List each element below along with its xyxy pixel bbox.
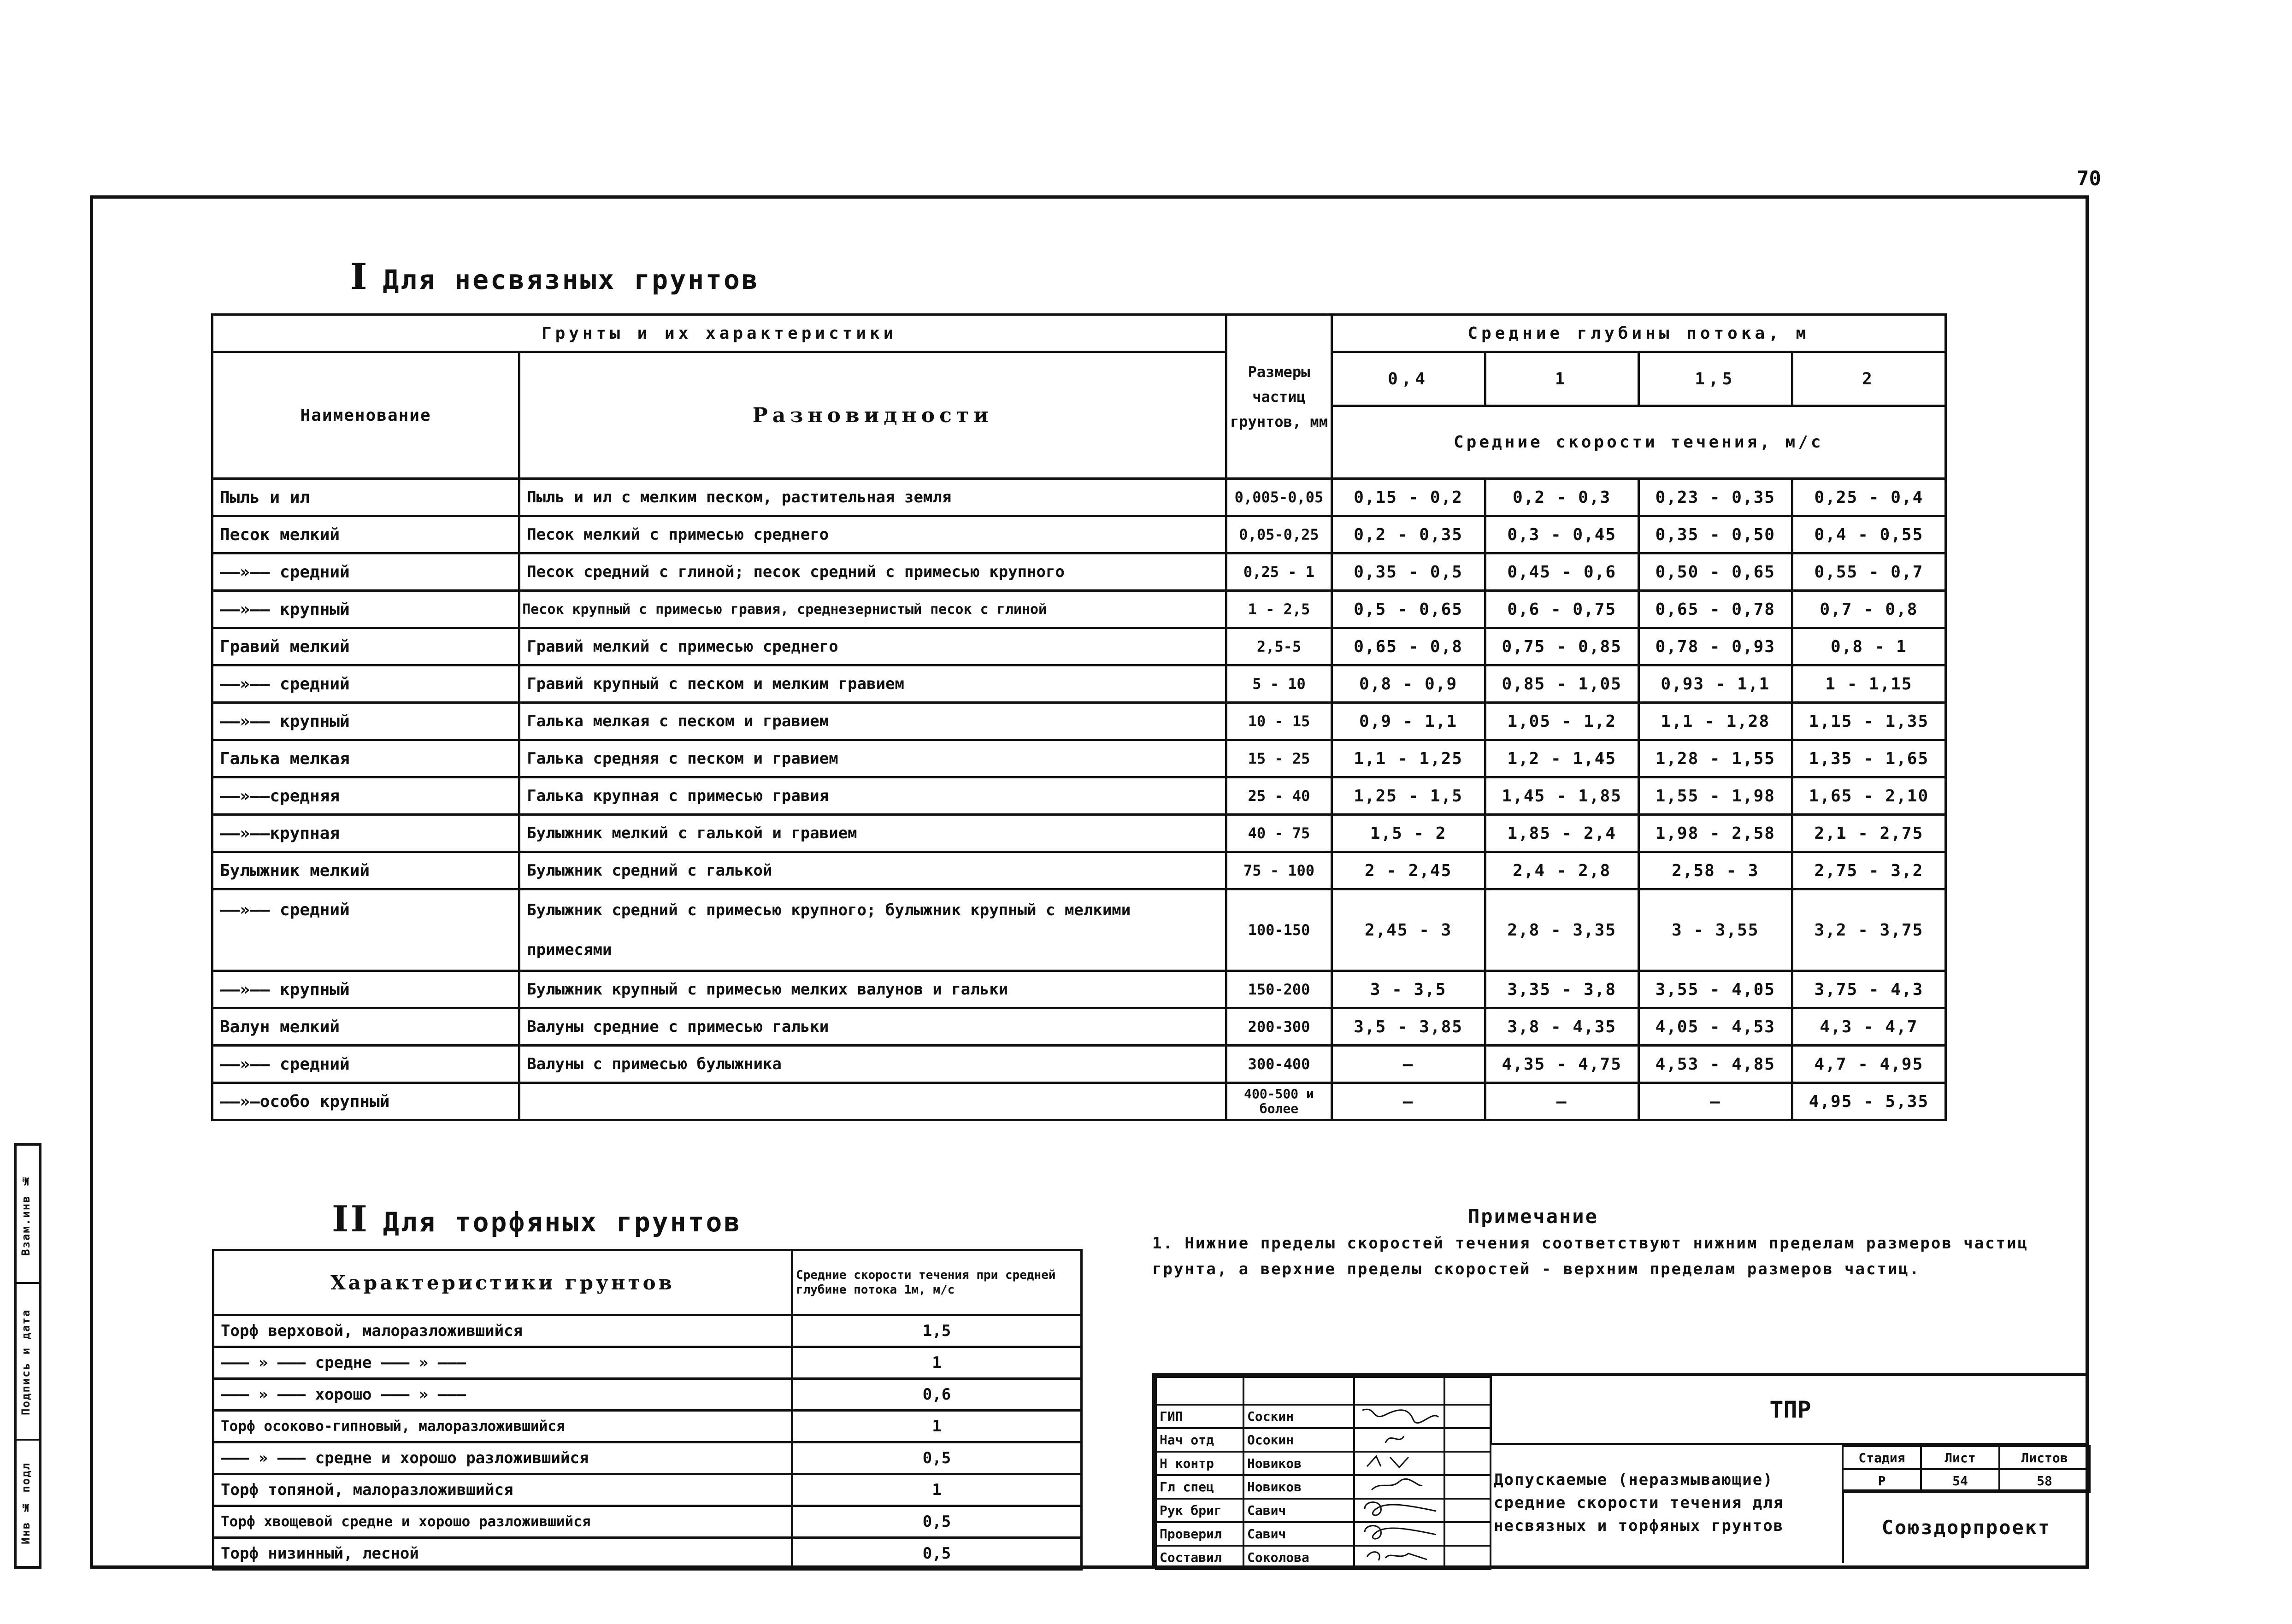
table-row bbox=[212, 889, 1946, 971]
row-name: ——»—— крупный bbox=[212, 591, 519, 628]
peat-row-velocity: 1 bbox=[792, 1347, 1082, 1379]
table-row bbox=[212, 516, 1946, 553]
row-name: Валун мелкий bbox=[212, 1008, 519, 1046]
row-v3: 0,50 - 0,65 bbox=[1638, 553, 1792, 591]
signature-scribble bbox=[1358, 1406, 1441, 1424]
row-name: Булыжник мелкий bbox=[212, 852, 519, 889]
signature-row bbox=[1156, 1428, 1491, 1452]
peat-header-velocity: Средние скорости течения при средней глубине потока 1м, м/с bbox=[792, 1250, 1082, 1315]
table-row bbox=[212, 665, 1946, 703]
sheet-label: Лист bbox=[1921, 1446, 1999, 1469]
blank-cell bbox=[1444, 1452, 1491, 1475]
row-variant: Валуны средние с примесью гальки bbox=[519, 1008, 1226, 1046]
row-v2: 1,85 - 2,4 bbox=[1485, 815, 1638, 852]
table-row bbox=[213, 1379, 1082, 1411]
row-variant: Пыль и ил с мелким песком, растительная земля bbox=[519, 479, 1226, 516]
peat-row-velocity: 1,5 bbox=[792, 1315, 1082, 1347]
row-name: ——»—— средний bbox=[212, 1046, 519, 1083]
row-variant: Булыжник средний с галькой bbox=[519, 852, 1226, 889]
sheets-label: Листов bbox=[1999, 1446, 2090, 1469]
row-v3: 4,53 - 4,85 bbox=[1638, 1046, 1792, 1083]
row-size: 0,05-0,25 bbox=[1226, 516, 1332, 553]
row-size: 100-150 bbox=[1226, 889, 1332, 971]
header-depth-4: 2 bbox=[1792, 352, 1945, 406]
signature-cell bbox=[1354, 1475, 1444, 1499]
row-v1: — bbox=[1332, 1046, 1485, 1083]
row-v2: 4,35 - 4,75 bbox=[1485, 1046, 1638, 1083]
row-v4: 4,95 - 5,35 bbox=[1792, 1083, 1945, 1120]
row-v1: 2,45 - 3 bbox=[1332, 889, 1485, 971]
row-size: 400-500 и более bbox=[1226, 1083, 1332, 1120]
row-v1: 0,15 - 0,2 bbox=[1332, 479, 1485, 516]
row-v1: 1,5 - 2 bbox=[1332, 815, 1485, 852]
peat-row-name: ——— » ——— хорошо ——— » ——— bbox=[213, 1379, 792, 1411]
signature-cell bbox=[1354, 1522, 1444, 1546]
signature-row bbox=[1156, 1522, 1491, 1546]
row-v2: 0,6 - 0,75 bbox=[1485, 591, 1638, 628]
row-v1: 0,8 - 0,9 bbox=[1332, 665, 1485, 703]
row-v1: 1,25 - 1,5 bbox=[1332, 777, 1485, 815]
row-variant: Песок мелкий с примесью среднего bbox=[519, 516, 1226, 553]
signature-scribble bbox=[1358, 1547, 1441, 1565]
header-depth-2: 1 bbox=[1485, 352, 1638, 406]
blank-cell bbox=[1444, 1475, 1491, 1499]
table-row bbox=[213, 1315, 1082, 1347]
table-row bbox=[212, 628, 1946, 665]
row-v4: 1,15 - 1,35 bbox=[1792, 703, 1945, 740]
sheets-value: 58 bbox=[1999, 1469, 2090, 1492]
signature-row bbox=[1156, 1546, 1491, 1569]
header-variants: Разновидности bbox=[519, 352, 1226, 479]
row-v4: 0,7 - 0,8 bbox=[1792, 591, 1945, 628]
signer-role: Н контр bbox=[1156, 1452, 1243, 1475]
row-name: Песок мелкий bbox=[212, 516, 519, 553]
signature-scribble bbox=[1358, 1429, 1441, 1447]
header-depths: Средние глубины потока, м bbox=[1332, 315, 1945, 352]
row-name: ——»——средняя bbox=[212, 777, 519, 815]
row-name: Пыль и ил bbox=[212, 479, 519, 516]
row-variant: Галька мелкая с песком и гравием bbox=[519, 703, 1226, 740]
peat-row-velocity: 0,5 bbox=[792, 1442, 1082, 1474]
table-row bbox=[212, 553, 1946, 591]
row-size: 1 - 2,5 bbox=[1226, 591, 1332, 628]
signer-name: Осокин bbox=[1243, 1428, 1354, 1452]
row-variant: Булыжник крупный с примесью мелких валунов и гальки bbox=[519, 971, 1226, 1008]
row-size: 0,005-0,05 bbox=[1226, 479, 1332, 516]
table-row bbox=[213, 1411, 1082, 1442]
row-v2: 2,4 - 2,8 bbox=[1485, 852, 1638, 889]
row-v3: 0,23 - 0,35 bbox=[1638, 479, 1792, 516]
signature-scribble bbox=[1358, 1500, 1441, 1518]
peat-soils-table bbox=[212, 1249, 1083, 1571]
table-row bbox=[212, 971, 1946, 1008]
row-v1: — bbox=[1332, 1083, 1485, 1120]
row-v3: 0,93 - 1,1 bbox=[1638, 665, 1792, 703]
row-variant: Гравий крупный с песком и мелким гравием bbox=[519, 665, 1226, 703]
row-size: 15 - 25 bbox=[1226, 740, 1332, 777]
row-v4: 1,65 - 2,10 bbox=[1792, 777, 1945, 815]
noncohesive-soils-table bbox=[211, 313, 1947, 1121]
row-v4: 4,7 - 4,95 bbox=[1792, 1046, 1945, 1083]
peat-row-velocity: 0,6 bbox=[792, 1379, 1082, 1411]
row-name: Галька мелкая bbox=[212, 740, 519, 777]
section2-roman: II bbox=[332, 1198, 369, 1240]
signatures-table bbox=[1155, 1376, 1491, 1570]
sheet-info-table bbox=[1842, 1445, 2091, 1493]
row-v4: 1,35 - 1,65 bbox=[1792, 740, 1945, 777]
table-row bbox=[212, 815, 1946, 852]
signer-name: Савич bbox=[1243, 1499, 1354, 1522]
row-name: ——»—— средний bbox=[212, 889, 519, 971]
row-v2: 1,05 - 1,2 bbox=[1485, 703, 1638, 740]
strip-label-inv: Инв № подл bbox=[19, 1462, 32, 1545]
row-size: 200-300 bbox=[1226, 1008, 1332, 1046]
page-number: 70 bbox=[2077, 167, 2101, 190]
peat-row-name: ——— » ——— средне ——— » ——— bbox=[213, 1347, 792, 1379]
row-v2: 0,85 - 1,05 bbox=[1485, 665, 1638, 703]
signature-cell bbox=[1354, 1546, 1444, 1569]
row-v1: 0,65 - 0,8 bbox=[1332, 628, 1485, 665]
drawing-description: Допускаемые (неразмывающие) средние скорости течения для несвязных и торфяных грунтов bbox=[1494, 1471, 1784, 1535]
organization-name: Союздорпроект bbox=[1842, 1489, 2089, 1563]
row-size: 2,5-5 bbox=[1226, 628, 1332, 665]
signer-role: Гл спец bbox=[1156, 1475, 1243, 1499]
row-name: ——»—— крупный bbox=[212, 971, 519, 1008]
row-v3: — bbox=[1638, 1083, 1792, 1120]
row-v2: 3,35 - 3,8 bbox=[1485, 971, 1638, 1008]
stage-value: Р bbox=[1843, 1469, 1921, 1492]
row-v2: 0,3 - 0,45 bbox=[1485, 516, 1638, 553]
row-v3: 1,1 - 1,28 bbox=[1638, 703, 1792, 740]
header-name: Наименование bbox=[212, 352, 519, 479]
row-v3: 3 - 3,55 bbox=[1638, 889, 1792, 971]
table-row bbox=[213, 1474, 1082, 1506]
row-v2: 3,8 - 4,35 bbox=[1485, 1008, 1638, 1046]
row-v4: 0,55 - 0,7 bbox=[1792, 553, 1945, 591]
blank-cell bbox=[1444, 1522, 1491, 1546]
row-v3: 1,98 - 2,58 bbox=[1638, 815, 1792, 852]
row-v2: 1,2 - 1,45 bbox=[1485, 740, 1638, 777]
header-velocities: Средние скорости течения, м/с bbox=[1332, 406, 1945, 479]
strip-cell-inv bbox=[17, 1441, 39, 1566]
row-v4: 3,75 - 4,3 bbox=[1792, 971, 1945, 1008]
signer-role: Рук бриг bbox=[1156, 1499, 1243, 1522]
title-block bbox=[1152, 1373, 2089, 1569]
row-v4: 0,8 - 1 bbox=[1792, 628, 1945, 665]
row-v4: 4,3 - 4,7 bbox=[1792, 1008, 1945, 1046]
row-name: ——»—— средний bbox=[212, 665, 519, 703]
row-v1: 0,2 - 0,35 bbox=[1332, 516, 1485, 553]
header-depth-1: 0,4 bbox=[1332, 352, 1485, 406]
signature-cell bbox=[1354, 1405, 1444, 1428]
peat-row-velocity: 1 bbox=[792, 1474, 1082, 1506]
row-size: 5 - 10 bbox=[1226, 665, 1332, 703]
signature-row bbox=[1156, 1405, 1491, 1428]
row-v4: 0,25 - 0,4 bbox=[1792, 479, 1945, 516]
row-name: ——»—— средний bbox=[212, 553, 519, 591]
signer-name: Новиков bbox=[1243, 1475, 1354, 1499]
row-v3: 0,35 - 0,50 bbox=[1638, 516, 1792, 553]
peat-header-chars: Характеристики грунтов bbox=[213, 1250, 792, 1315]
row-name: ——»—особо крупный bbox=[212, 1083, 519, 1120]
signer-name: Новиков bbox=[1243, 1452, 1354, 1475]
section2-title: Для торфяных грунтов bbox=[383, 1206, 742, 1238]
row-size: 300-400 bbox=[1226, 1046, 1332, 1083]
row-v1: 0,9 - 1,1 bbox=[1332, 703, 1485, 740]
blank-cell bbox=[1444, 1428, 1491, 1452]
signature-scribble bbox=[1358, 1476, 1441, 1495]
blank-cell bbox=[1444, 1377, 1491, 1405]
row-size: 0,25 - 1 bbox=[1226, 553, 1332, 591]
row-v1: 3,5 - 3,85 bbox=[1332, 1008, 1485, 1046]
signature-scribble bbox=[1358, 1453, 1441, 1471]
table-row bbox=[212, 703, 1946, 740]
table-row bbox=[212, 1083, 1946, 1120]
peat-row-velocity: 0,5 bbox=[792, 1506, 1082, 1538]
note-title: Примечание bbox=[1468, 1205, 1598, 1228]
table-row bbox=[212, 1008, 1946, 1046]
note-text: 1. Нижние пределы скоростей течения соответствуют нижним пределам размеров частиц грунта, а верхние пределы скоростей - верхним пределам размеров частиц. bbox=[1152, 1234, 2029, 1278]
row-v3: 1,28 - 1,55 bbox=[1638, 740, 1792, 777]
header-soils-chars: Грунты и их характеристики bbox=[212, 315, 1226, 352]
blank-cell bbox=[1444, 1405, 1491, 1428]
row-v2: — bbox=[1485, 1083, 1638, 1120]
peat-row-name: Торф хвощевой средне и хорошо разложившийся bbox=[213, 1506, 792, 1538]
row-name: ——»——крупная bbox=[212, 815, 519, 852]
row-variant: Валуны с примесью булыжника bbox=[519, 1046, 1226, 1083]
row-size: 40 - 75 bbox=[1226, 815, 1332, 852]
project-code: ТПР bbox=[1490, 1376, 2089, 1445]
table-row bbox=[212, 740, 1946, 777]
peat-row-velocity: 0,5 bbox=[792, 1538, 1082, 1570]
signer-role: ГИП bbox=[1156, 1405, 1243, 1428]
table-row bbox=[213, 1347, 1082, 1379]
row-v2: 0,45 - 0,6 bbox=[1485, 553, 1638, 591]
row-v3: 0,65 - 0,78 bbox=[1638, 591, 1792, 628]
table-row bbox=[213, 1538, 1082, 1570]
stage-label: Стадия bbox=[1843, 1446, 1921, 1469]
row-v3: 3,55 - 4,05 bbox=[1638, 971, 1792, 1008]
signer-role: Составил bbox=[1156, 1546, 1243, 1569]
strip-label-podpis: Подпись и дата bbox=[19, 1309, 32, 1416]
row-variant: Гравий мелкий с примесью среднего bbox=[519, 628, 1226, 665]
row-size: 10 - 15 bbox=[1226, 703, 1332, 740]
row-v4: 2,75 - 3,2 bbox=[1792, 852, 1945, 889]
row-variant: Булыжник средний с примесью крупного; булыжник крупный с мелкими примесями bbox=[519, 889, 1226, 971]
row-v3: 4,05 - 4,53 bbox=[1638, 1008, 1792, 1046]
header-depth-3: 1,5 bbox=[1638, 352, 1792, 406]
section2-heading bbox=[332, 1198, 742, 1240]
row-variant: Булыжник мелкий с галькой и гравием bbox=[519, 815, 1226, 852]
row-v4: 1 - 1,15 bbox=[1792, 665, 1945, 703]
row-variant: Галька средняя с песком и гравием bbox=[519, 740, 1226, 777]
row-v1: 2 - 2,45 bbox=[1332, 852, 1485, 889]
blank-cell bbox=[1444, 1499, 1491, 1522]
strip-label-vzam: Взам.инв № bbox=[19, 1173, 32, 1256]
signer-name: Савич bbox=[1243, 1522, 1354, 1546]
signer-name: Соскин bbox=[1243, 1405, 1354, 1428]
table-row bbox=[213, 1442, 1082, 1474]
row-variant bbox=[519, 1083, 1226, 1120]
signature-cell bbox=[1354, 1452, 1444, 1475]
peat-row-name: Торф верховой, малоразложившийся bbox=[213, 1315, 792, 1347]
section1-title: Для несвязных грунтов bbox=[383, 264, 760, 295]
left-margin-strip bbox=[14, 1143, 41, 1569]
table-row bbox=[213, 1506, 1082, 1538]
row-v4: 3,2 - 3,75 bbox=[1792, 889, 1945, 971]
signature-scribble bbox=[1358, 1523, 1441, 1542]
blank-cell bbox=[1444, 1546, 1491, 1569]
section1-roman: I bbox=[350, 256, 369, 298]
strip-cell-podpis bbox=[17, 1284, 39, 1441]
signature-cell bbox=[1354, 1428, 1444, 1452]
row-v1: 0,35 - 0,5 bbox=[1332, 553, 1485, 591]
signer-role: Проверил bbox=[1156, 1522, 1243, 1546]
signer-name: Соколова bbox=[1243, 1546, 1354, 1569]
header-particle-size: Размеры частиц грунтов, мм bbox=[1226, 315, 1332, 479]
row-v4: 2,1 - 2,75 bbox=[1792, 815, 1945, 852]
table-row bbox=[212, 591, 1946, 628]
peat-row-name: Торф осоково-гипновый, малоразложившийся bbox=[213, 1411, 792, 1442]
signer-role: Нач отд bbox=[1156, 1428, 1243, 1452]
row-variant: Галька крупная с примесью гравия bbox=[519, 777, 1226, 815]
blank-cell bbox=[1243, 1377, 1354, 1405]
table-row bbox=[212, 479, 1946, 516]
table-row bbox=[212, 777, 1946, 815]
peat-row-name: Торф топяной, малоразложившийся bbox=[213, 1474, 792, 1506]
table-row bbox=[212, 1046, 1946, 1083]
blank-cell bbox=[1354, 1377, 1444, 1405]
row-v2: 2,8 - 3,35 bbox=[1485, 889, 1638, 971]
peat-row-name: ——— » ——— средне и хорошо разложившийся bbox=[213, 1442, 792, 1474]
row-v3: 1,55 - 1,98 bbox=[1638, 777, 1792, 815]
section1-heading bbox=[350, 256, 760, 298]
signature-row bbox=[1156, 1499, 1491, 1522]
row-v2: 0,2 - 0,3 bbox=[1485, 479, 1638, 516]
table-row bbox=[212, 852, 1946, 889]
sheet-value: 54 bbox=[1921, 1469, 1999, 1492]
row-v4: 0,4 - 0,55 bbox=[1792, 516, 1945, 553]
row-v2: 1,45 - 1,85 bbox=[1485, 777, 1638, 815]
strip-cell-vzam bbox=[17, 1146, 39, 1284]
row-v1: 3 - 3,5 bbox=[1332, 971, 1485, 1008]
row-size: 150-200 bbox=[1226, 971, 1332, 1008]
signature-row bbox=[1156, 1475, 1491, 1499]
signature-row bbox=[1156, 1452, 1491, 1475]
row-name: ——»—— крупный bbox=[212, 703, 519, 740]
row-v1: 1,1 - 1,25 bbox=[1332, 740, 1485, 777]
row-variant: Песок крупный с примесью гравия, среднезернистый песок с глиной bbox=[519, 591, 1226, 628]
row-size: 25 - 40 bbox=[1226, 777, 1332, 815]
row-v2: 0,75 - 0,85 bbox=[1485, 628, 1638, 665]
row-v1: 0,5 - 0,65 bbox=[1332, 591, 1485, 628]
row-name: Гравий мелкий bbox=[212, 628, 519, 665]
row-v3: 2,58 - 3 bbox=[1638, 852, 1792, 889]
blank-cell bbox=[1156, 1377, 1243, 1405]
signature-cell bbox=[1354, 1499, 1444, 1522]
row-size: 75 - 100 bbox=[1226, 852, 1332, 889]
row-v3: 0,78 - 0,93 bbox=[1638, 628, 1792, 665]
peat-row-name: Торф низинный, лесной bbox=[213, 1538, 792, 1570]
peat-row-velocity: 1 bbox=[792, 1411, 1082, 1442]
row-variant: Песок средний с глиной; песок средний с примесью крупного bbox=[519, 553, 1226, 591]
